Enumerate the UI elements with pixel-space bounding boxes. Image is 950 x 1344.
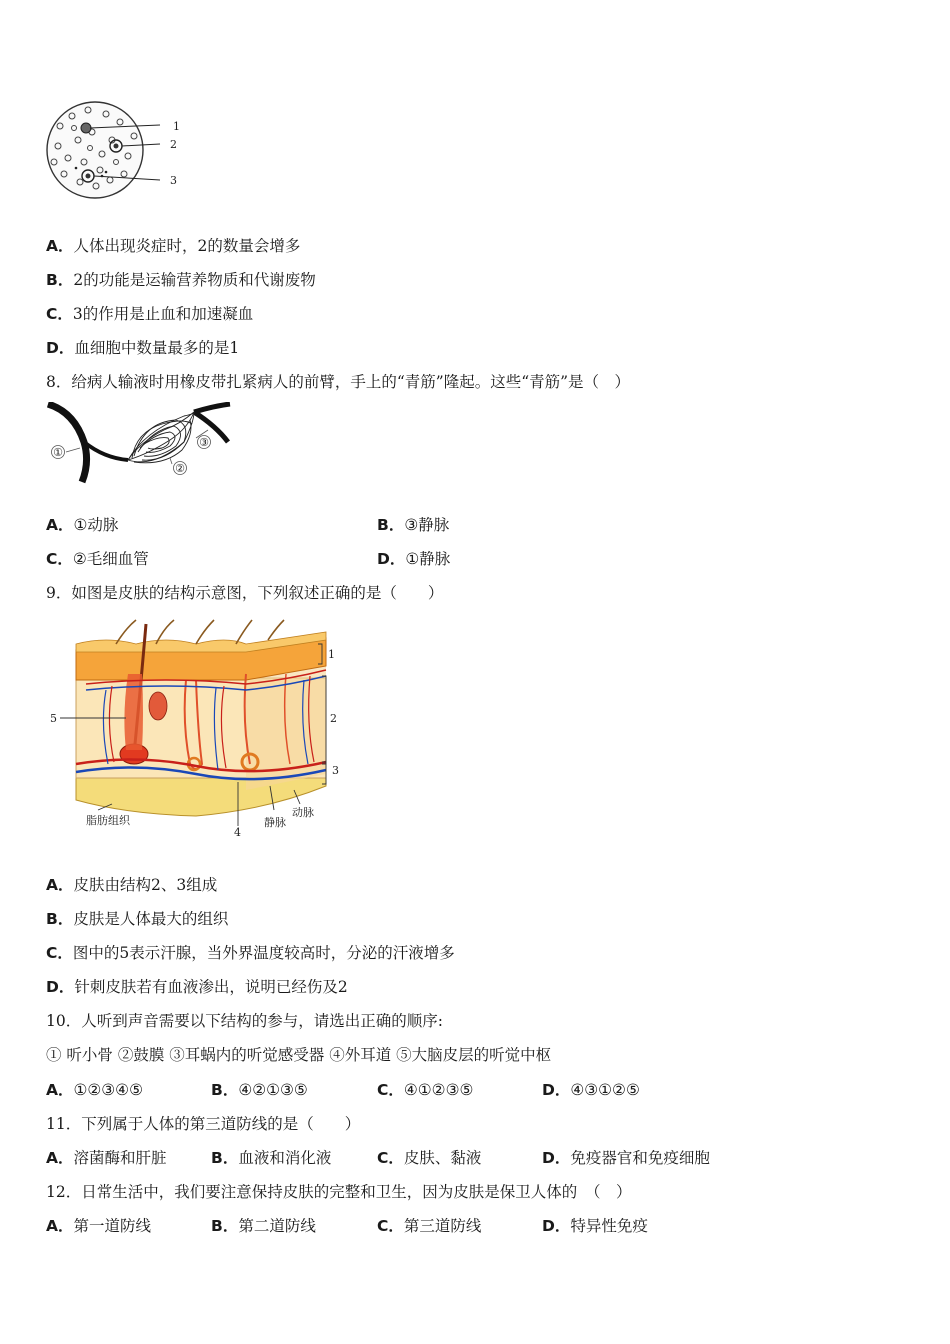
q9-option-c: C．图中的5表示汗腺，当外界温度较高时，分泌的汗液增多 [46,944,455,962]
q8-option-a: A．①动脉 [46,516,119,534]
q7-option-b: B．2的功能是运输营养物质和代谢废物 [46,271,316,289]
q7-option-d: D．血细胞中数量最多的是1 [46,339,240,357]
q10-option-c: C．④①②③⑤ [377,1081,474,1099]
q10-option-a: A．①②③④⑤ [46,1081,143,1099]
q7-option-c: C．3的作用是止血和加速凝血 [46,305,254,323]
blood-label-2: 2 [170,138,177,151]
q8-option-d: D．①静脉 [377,550,451,568]
q12-option-a: A．第一道防线 [46,1217,152,1235]
q10-option-b: B．④②①③⑤ [211,1081,308,1099]
q12-option-c: C．第三道防线 [377,1217,482,1235]
skin-structure-figure [46,614,346,838]
skin-label-vein: 静脉 [264,816,286,829]
blood-smear-figure [40,96,200,206]
q11-option-a: A．溶菌酶和肝脏 [46,1149,167,1167]
vessel-label-2: ② [175,462,185,475]
q9-option-d: D．针刺皮肤若有血液渗出，说明已经伤及2 [46,978,348,996]
q12-option-d: D．特异性免疫 [542,1217,648,1235]
blood-vessel-figure [44,402,236,486]
q9-option-b: B．皮肤是人体最大的组织 [46,910,229,928]
q12-option-b: B．第二道防线 [211,1217,316,1235]
vessel-label-1: ① [53,446,63,459]
q11-option-b: B．血液和消化液 [211,1149,332,1167]
q9-option-a: A．皮肤由结构2、3组成 [46,876,218,894]
q11-option-c: C．皮肤、黏液 [377,1149,482,1167]
vessel-label-3: ③ [199,436,209,449]
q9-stem: 9．如图是皮肤的结构示意图，下列叙述正确的是（ ） [46,584,444,602]
skin-label-5: 5 [50,712,57,725]
q12-stem: 12．日常生活中，我们要注意保持皮肤的完整和卫生，因为皮肤是保卫人体的 （ ） [46,1183,632,1201]
blood-label-3: 3 [170,174,177,187]
q10-stem: 10．人听到声音需要以下结构的参与，请选出正确的顺序: [46,1012,443,1030]
skin-label-fat: 脂肪组织 [86,814,130,827]
q8-option-c: C．②毛细血管 [46,550,149,568]
skin-label-2: 2 [330,712,337,725]
skin-label-1: 1 [328,648,335,661]
skin-label-artery: 动脉 [292,806,314,819]
q10-items: ① 听小骨 ②鼓膜 ③耳蜗内的听觉感受器 ④外耳道 ⑤大脑皮层的听觉中枢 [46,1046,552,1064]
q7-option-a: A．人体出现炎症时，2的数量会增多 [46,237,301,255]
q11-stem: 11．下列属于人体的第三道防线的是（ ） [46,1115,361,1133]
q8-option-b: B．③静脉 [377,516,450,534]
skin-label-4: 4 [234,826,241,838]
blood-label-1: 1 [173,120,180,133]
q10-option-d: D．④③①②⑤ [542,1081,640,1099]
q11-option-d: D．免疫器官和免疫细胞 [542,1149,710,1167]
skin-label-3: 3 [332,764,339,777]
q8-stem: 8．给病人输液时用橡皮带扎紧病人的前臂，手上的“青筋”隆起。这些“青筋”是（ ） [46,373,631,391]
